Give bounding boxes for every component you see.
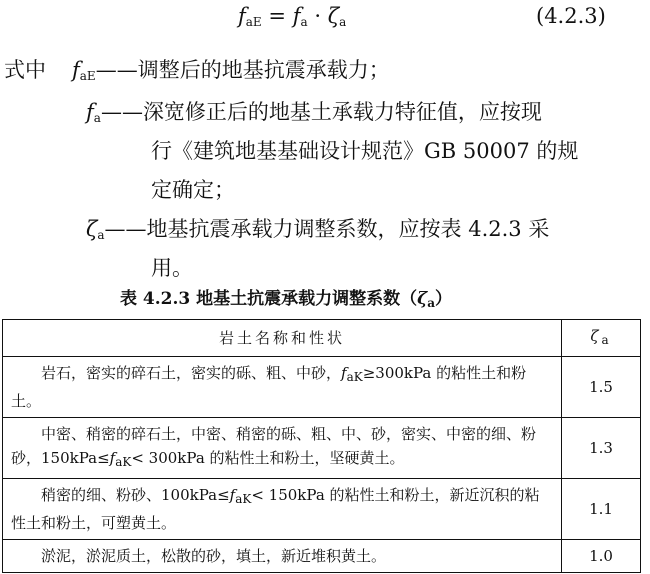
row-desc-symbol: f — [109, 449, 116, 467]
row-desc-part-b: ≥300kPa 的粘性土和粉土。 — [11, 364, 527, 410]
definition-item — [72, 54, 390, 84]
row-desc-symbol: f — [229, 486, 236, 504]
table-title — [120, 284, 452, 310]
header-coefficient-subscript: a — [601, 333, 612, 347]
row-desc-part-a: 岩石，密实的碎石土，密实的砾、粗、中砂， — [41, 364, 342, 382]
definition-subscript: aE — [79, 69, 96, 83]
definition-dash: —— — [100, 100, 143, 124]
row-desc-subscript: aK — [235, 492, 252, 506]
header-coefficient — [562, 320, 641, 357]
row-desc-part-b: < 150kPa 的粘性土和粉土，新近沉积的粘性土和粉土，可塑黄土。 — [11, 486, 540, 532]
table-row — [3, 418, 641, 479]
row-desc-subscript: aK — [115, 455, 132, 469]
formula-lhs-symbol: f — [238, 4, 246, 28]
definition-text: 调整后的地基抗震承载力； — [137, 58, 390, 82]
row-desc-subscript: aK — [346, 370, 363, 384]
table-title-text: 表 4.2.3 地基土抗震承载力调整系数（ — [120, 289, 418, 309]
formula — [238, 4, 346, 29]
definition-text-continuation: 行《建筑地基基础设计规范》GB 50007 的规 — [151, 139, 579, 163]
formula-rhs-subscript-1: a — [300, 15, 308, 29]
table-title-close: ） — [435, 289, 453, 309]
row-desc-part-a: 中密、稍密的碎石土，中密、稍密的砾、粗、中、砂，密实、中密的细、粉砂，150kPa≤ — [11, 425, 537, 467]
row-description — [3, 418, 562, 479]
table-row — [3, 479, 641, 540]
table-title-symbol: ζ — [417, 289, 428, 309]
table-header-row — [3, 320, 641, 357]
formula-number: (4.2.3) — [536, 4, 606, 28]
definition-text: 深宽修正后的地基土承载力特征值，应按现 — [142, 100, 542, 124]
definition-dash: —— — [104, 217, 147, 241]
definition-symbol: ζ — [86, 217, 98, 241]
definition-symbol: f — [86, 100, 94, 124]
definition-item — [86, 213, 549, 243]
formula-equals: = — [268, 4, 286, 28]
row-desc-symbol: f — [341, 364, 347, 382]
header-coefficient-symbol: ζ — [590, 327, 602, 345]
row-desc-part-b: < 300kPa 的粘性土和粉土，坚硬黄土。 — [131, 449, 405, 467]
header-soil-name: 岩土名称和性状 — [3, 320, 562, 357]
definition-text-continuation: 定确定； — [151, 178, 235, 202]
row-value: 1.5 — [562, 357, 641, 418]
definition-item — [86, 96, 542, 126]
row-desc-part-a: 淤泥，淤泥质土，松散的砂，填土，新近堆积黄土。 — [41, 547, 387, 565]
formula-dot: · — [314, 4, 321, 28]
table-row — [3, 357, 641, 418]
formula-lhs-subscript: aE — [245, 15, 262, 29]
table-title-subscript: a — [427, 296, 436, 310]
row-description — [3, 357, 562, 418]
coefficient-table — [2, 319, 641, 573]
row-description — [3, 479, 562, 540]
row-desc-part-a: 稍密的细、粉砂、100kPa≤ — [41, 486, 230, 504]
row-value: 1.1 — [562, 479, 641, 540]
definitions-prefix: 式中 — [4, 58, 46, 82]
formula-rhs-symbol-1: f — [292, 4, 301, 28]
definition-dash: —— — [95, 58, 138, 82]
row-description — [3, 540, 562, 573]
definition-subscript: a — [97, 228, 105, 242]
row-value: 1.0 — [562, 540, 641, 573]
definition-subscript: a — [93, 111, 101, 125]
definition-text-continuation: 用。 — [151, 256, 193, 280]
definition-text: 地基抗震承载力调整系数，应按表 4.2.3 采 — [146, 217, 550, 241]
formula-rhs-symbol-2: ζ — [327, 4, 340, 28]
formula-rhs-subscript-2: a — [339, 15, 347, 29]
row-value: 1.3 — [562, 418, 641, 479]
table-row — [3, 540, 641, 573]
definition-symbol: f — [72, 58, 80, 82]
